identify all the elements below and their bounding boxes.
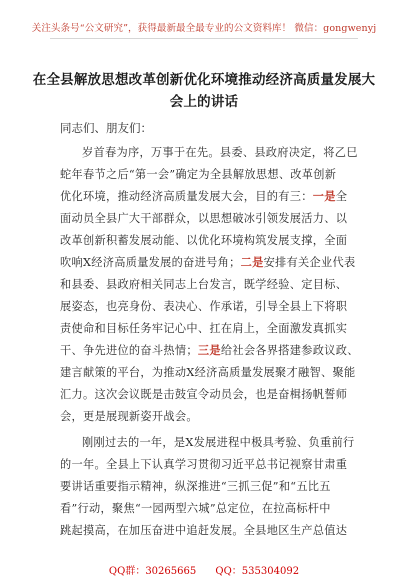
text-line: 看”行动，聚焦“一园两型六城”总定位，在拉高标杆中 — [60, 502, 331, 515]
text-line: 会，更是展现新姿开战会。 — [60, 410, 198, 423]
text-line — [60, 254, 360, 270]
text-line: 跳起摸高，在加压奋进中追赶发展。全县地区生产总值达 — [60, 524, 348, 537]
text-line: 汇力。这次会议既是击鼓宣令动员会，也是奋楫扬帆誓师 — [60, 388, 348, 401]
text-segment: 吹响X经济高质量发展的奋进号角； — [60, 256, 241, 269]
text-line: 的一年。全县上下认真学习贯彻习近平总书记视察甘肃重 — [60, 458, 348, 471]
text-line: 要讲话重要指示精神，纵深推进“三抓三促”和“五比五 — [60, 480, 331, 493]
text-segment: 全 — [335, 190, 348, 203]
text-segment: 优化环境，推动经济高质量发展大会，目的有三： — [60, 190, 313, 203]
footer-qq: QQ：535304092 — [215, 566, 300, 577]
highlight-first: 一是 — [312, 189, 336, 203]
text-line — [60, 342, 360, 358]
text-line: 展姿态，也亮身份、表决心、作承诺，引导全县上下将职 — [60, 300, 348, 313]
text-line: 面动员全县广大干部群众，以思想破冰引领发展活力、以 — [60, 212, 348, 225]
text-line: 岁首春为序，万事于在先。县委、县政府决定，将乙巳 — [82, 146, 358, 159]
text-segment: 给社会各界搭建参政议政、 — [220, 344, 359, 357]
highlight-third: 三是 — [197, 343, 221, 357]
header-note: 关注头条号“公文研究”，获得最新最全最专业的公文资料库！ 微信：gongwenyj — [31, 23, 377, 34]
header-divider — [50, 38, 358, 39]
salutation: 同志们、朋友们： — [60, 121, 152, 135]
footer-contact — [0, 562, 408, 577]
document-title-line2: 会上的讲话 — [169, 94, 239, 110]
text-line: 和县委、县政府相关同志上台发言，既学经验、定目标、 — [60, 278, 348, 291]
text-line: 刚刚过去的一年，是X发展进程中极具考验、负重前行 — [82, 436, 355, 449]
document-title-line1: 在全县解放思想改革创新优化环境推动经济高质量发展大 — [32, 72, 376, 88]
text-line: 改革创新积蓄发展动能、以优化环境构筑发展支撑，全面 — [60, 234, 348, 247]
footer-qq-group: QQ群：30265665 — [108, 566, 197, 577]
text-line: 建言献策的平台，为推动X经济高质量发展聚才融智、聚能 — [60, 366, 356, 379]
text-line: 蛇年春节之后“第一会”确定为全县解放思想、改革创新 — [60, 168, 337, 181]
text-segment: 安排有关企业代表 — [263, 256, 356, 269]
highlight-second: 二是 — [240, 255, 264, 269]
text-segment: 干、争先进位的奋斗热情； — [60, 344, 198, 357]
text-line — [60, 188, 360, 204]
text-line: 责使命和目标任务牢记心中、扛在肩上，全面激发真抓实 — [60, 322, 348, 335]
